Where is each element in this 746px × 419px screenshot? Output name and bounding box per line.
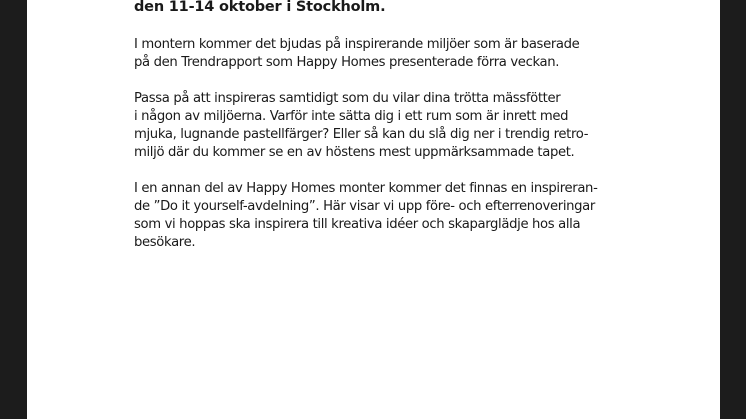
- paragraph-line: I montern kommer det bjudas på inspirerande miljöer som är baserade: [134, 37, 580, 52]
- paragraph-line: som vi hoppas ska inspirera till kreativa idéer och skaparglädje hos alla: [134, 217, 581, 232]
- paragraph-1: [134, 36, 614, 72]
- page-content: [134, 0, 614, 250]
- paragraph-line: Passa på att inspireras samtidigt som du vilar dina trötta mässfötter: [134, 91, 561, 106]
- paragraph-line: besökare.: [134, 235, 196, 250]
- document-page: [27, 0, 720, 419]
- paragraph-line: på den Trendrapport som Happy Homes presenterade förra veckan.: [134, 55, 560, 70]
- paragraph-line: I en annan del av Happy Homes monter kommer det finnas en inspireran-: [134, 181, 598, 196]
- paragraph-line: mjuka, lugnande pastellfärger? Eller så kan du slå dig ner i trendig retro-: [134, 127, 589, 142]
- paragraph-3: [134, 180, 614, 252]
- headline: den 11-14 oktober i Stockholm.: [134, 0, 386, 15]
- paragraph-line: miljö där du kommer se en av höstens mest uppmärksammade tapet.: [134, 145, 575, 160]
- paragraph-line: de ”Do it yourself-avdelning”. Här visar vi upp före- och efterrenoveringar: [134, 199, 595, 214]
- paragraph-line: i någon av miljöerna. Varför inte sätta dig i ett rum som är inrett med: [134, 109, 569, 124]
- paragraph-2: [134, 90, 614, 162]
